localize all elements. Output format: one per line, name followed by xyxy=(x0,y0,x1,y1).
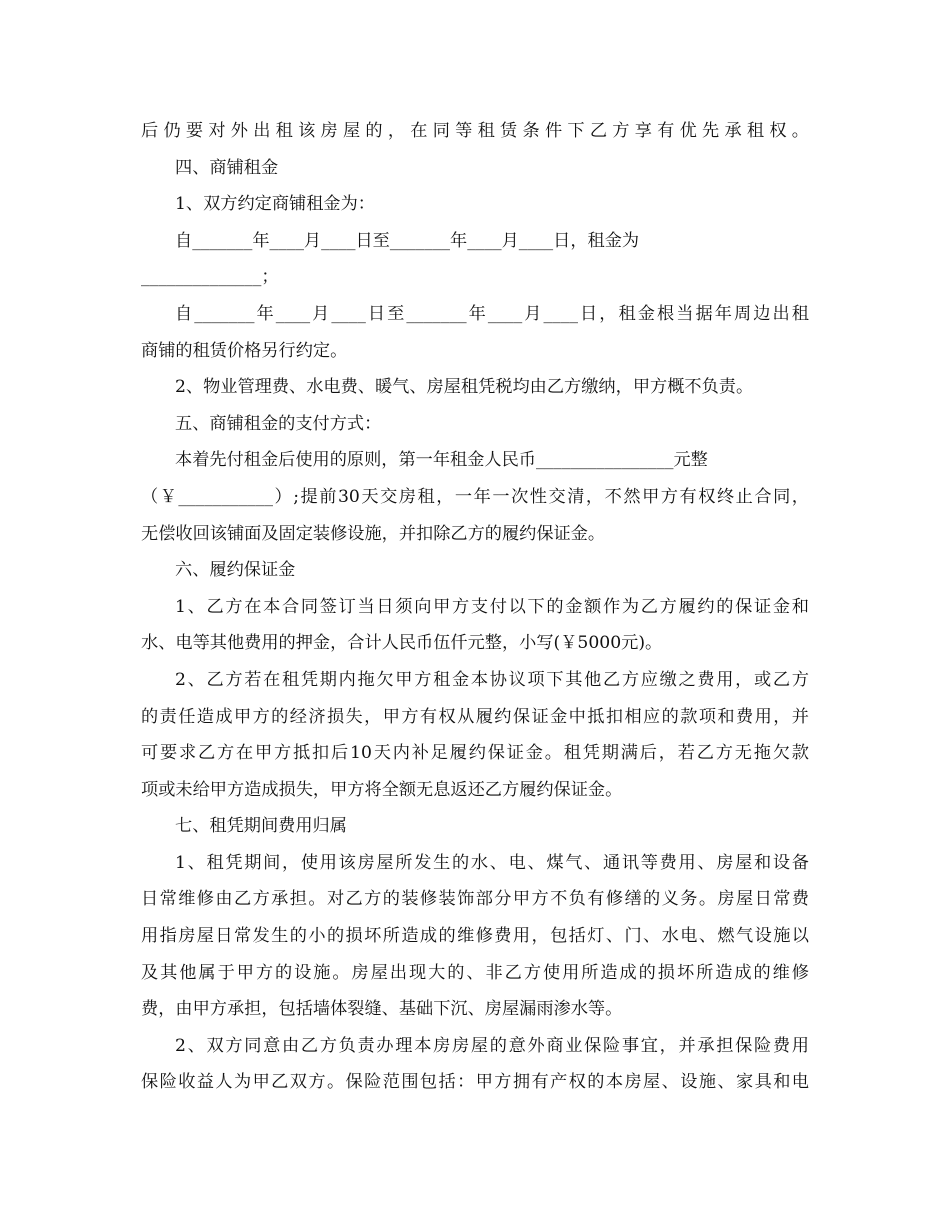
section-heading-payment: 五、商铺租金的支付方式： xyxy=(175,413,382,434)
contract-text xyxy=(141,113,809,1101)
text-line: 自_______年____月____日至_______年____月____日，租金为 xyxy=(175,230,640,251)
text-line: 费，由甲方承担，包括墙体裂缝、基础下沉、房屋漏雨渗水等。 xyxy=(141,999,623,1020)
text-line: 用指房屋日常发生的小的损坏所造成的维修费用，包括灯、门、水电、燃气设施以 xyxy=(141,926,809,947)
text-line: 后仍要对外出租该房屋的，在同等租赁条件下乙方享有优先承租权。 xyxy=(141,121,809,141)
text-line: 2、乙方若在租凭期内拖欠甲方租金本协议项下其他乙方应缴之费用，或乙方 xyxy=(175,669,809,690)
text-line: 1、乙方在本合同签订当日须向甲方支付以下的金额作为乙方履约的保证金和 xyxy=(175,596,809,617)
text-line: 项或未给甲方造成损失，甲方将全额无息返还乙方履约保证金。 xyxy=(141,779,623,800)
text-line: ______________； xyxy=(141,267,279,288)
text-line: 2、双方同意由乙方负责办理本房房屋的意外商业保险事宜，并承担保险费用 xyxy=(175,1035,809,1056)
text-line: 保险收益人为甲乙双方。保险范围包括：甲方拥有产权的本房屋、设施、家具和电 xyxy=(141,1072,809,1093)
section-heading-deposit: 六、履约保证金 xyxy=(175,560,296,581)
section-heading-rent: 四、商铺租金 xyxy=(175,157,279,178)
text-line: 的责任造成甲方的经济损失，甲方有权从履约保证金中抵扣相应的款项和费用，并 xyxy=(141,706,809,727)
section-heading-expenses: 七、租凭期间费用归属 xyxy=(175,816,347,837)
text-line: 1、租凭期间，使用该房屋所发生的水、电、煤气、通讯等费用、房屋和设备 xyxy=(175,852,809,873)
text-line: 商铺的租赁价格另行约定。 xyxy=(141,340,348,361)
text-line: （￥___________）;提前30天交房租，一年一次性交清，不然甲方有权终止合同， xyxy=(141,486,809,507)
text-line: 日常维修由乙方承担。对乙方的装修装饰部分甲方不负有修缮的义务。房屋日常费 xyxy=(141,889,809,910)
text-line: 可要求乙方在甲方抵扣后10天内补足履约保证金。租凭期满后，若乙方无拖欠款 xyxy=(141,743,809,764)
text-line: 1、双方约定商铺租金为： xyxy=(175,194,375,215)
text-line: 2、物业管理费、水电费、暖气、房屋租凭税均由乙方缴纳，甲方概不负责。 xyxy=(175,377,754,398)
text-line: 自_______年____月____日至_______年____月____日，租金根当据年周边出租 xyxy=(175,303,809,324)
text-line: 本着先付租金后使用的原则，第一年租金人民币________________元整 xyxy=(175,450,708,471)
text-line: 无偿收回该铺面及固定装修设施，并扣除乙方的履约保证金。 xyxy=(141,523,606,544)
text-line: 及其他属于甲方的设施。房屋出现大的、非乙方使用所造成的损坏所造成的维修 xyxy=(141,962,809,983)
text-line: 水、电等其他费用的押金，合计人民币伍仟元整，小写(￥5000元)。 xyxy=(141,633,663,654)
